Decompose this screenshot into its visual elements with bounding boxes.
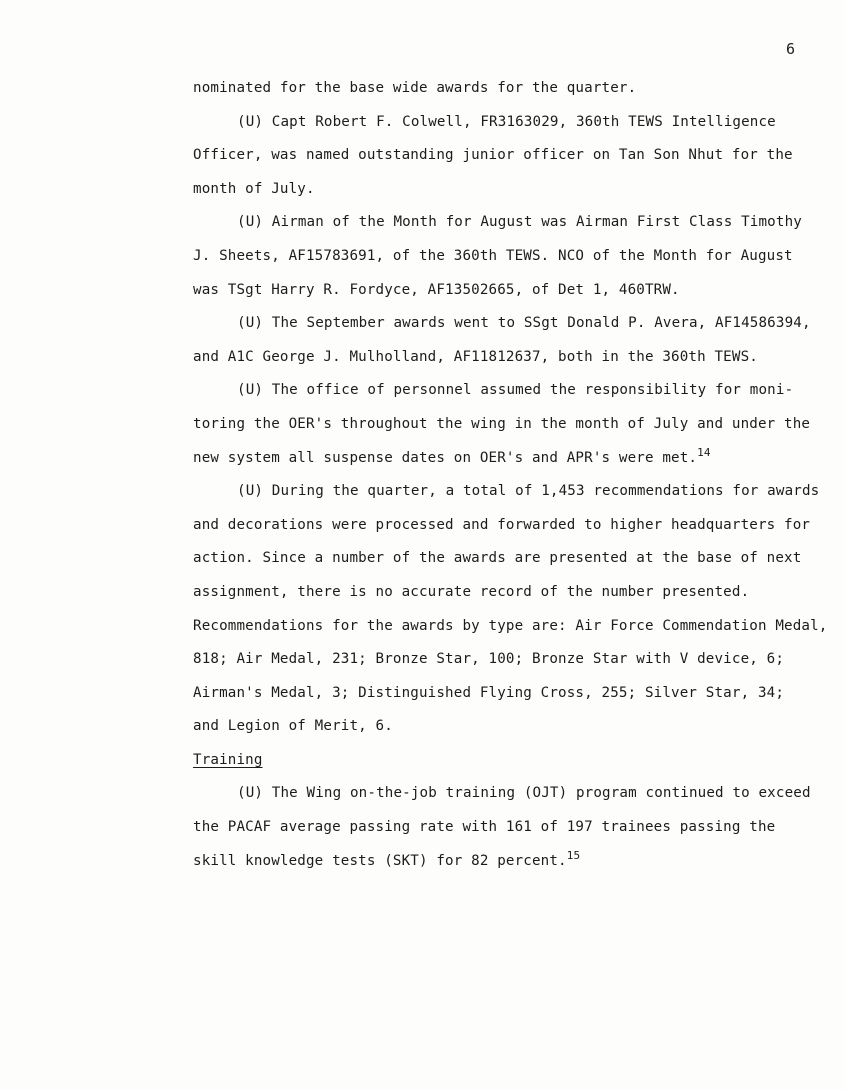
text-line [193,845,823,879]
text-line: and Legion of Merit, 6. [193,718,393,735]
body-text [193,72,828,878]
text-line-content: new system all suspense dates on OER's and APR's were met. [193,449,698,466]
text-line: (U) During the quarter, a total of 1,453 recommendations for awards [237,483,820,500]
text-line: (U) Airman of the Month for August was Airman First Class Timothy [237,214,802,231]
text-line: J. Sheets, AF15783691, of the 360th TEWS. NCO of the Month for August [193,247,793,264]
text-line: toring the OER's throughout the wing in the month of July and under the [193,415,811,432]
text-line: (U) The Wing on-the-job training (OJT) program continued to exceed [237,785,811,802]
section-heading: Training [193,751,263,768]
text-line-content: skill knowledge tests (SKT) for 82 percent. [193,852,567,869]
text-line [193,442,823,476]
text-line: month of July. [193,180,315,197]
text-line: assignment, there is no accurate record of the number presented. [193,583,750,600]
text-line: 818; Air Medal, 231; Bronze Star, 100; Bronze Star with V device, 6; [193,651,785,668]
text-line: and decorations were processed and forwarded to higher headquarters for [193,516,811,533]
page-number: 6 [786,40,796,58]
text-line: action. Since a number of the awards are presented at the base of next [193,550,802,567]
footnote-marker: 14 [697,445,711,459]
text-line: the PACAF average passing rate with 161 of 197 trainees passing the [193,819,776,836]
section-heading-line [193,744,823,778]
text-line: nominated for the base wide awards for the quarter. [193,80,637,96]
text-line: was TSgt Harry R. Fordyce, AF13502665, of Det 1, 460TRW. [193,281,680,298]
text-line: (U) Capt Robert F. Colwell, FR3163029, 360th TEWS Intelligence [237,113,776,130]
text-line: (U) The office of personnel assumed the responsibility for moni- [237,382,794,399]
text-line: Officer, was named outstanding junior officer on Tan Son Nhut for the [193,147,793,164]
text-line: Airman's Medal, 3; Distinguished Flying Cross, 255; Silver Star, 34; [193,684,785,701]
text-line: Recommendations for the awards by type are: Air Force Commendation Medal, [193,617,828,634]
text-line: (U) The September awards went to SSgt Donald P. Avera, AF14586394, [237,315,811,332]
footnote-marker: 15 [566,848,581,862]
text-line: and A1C George J. Mulholland, AF11812637, both in the 360th TEWS. [193,348,758,365]
